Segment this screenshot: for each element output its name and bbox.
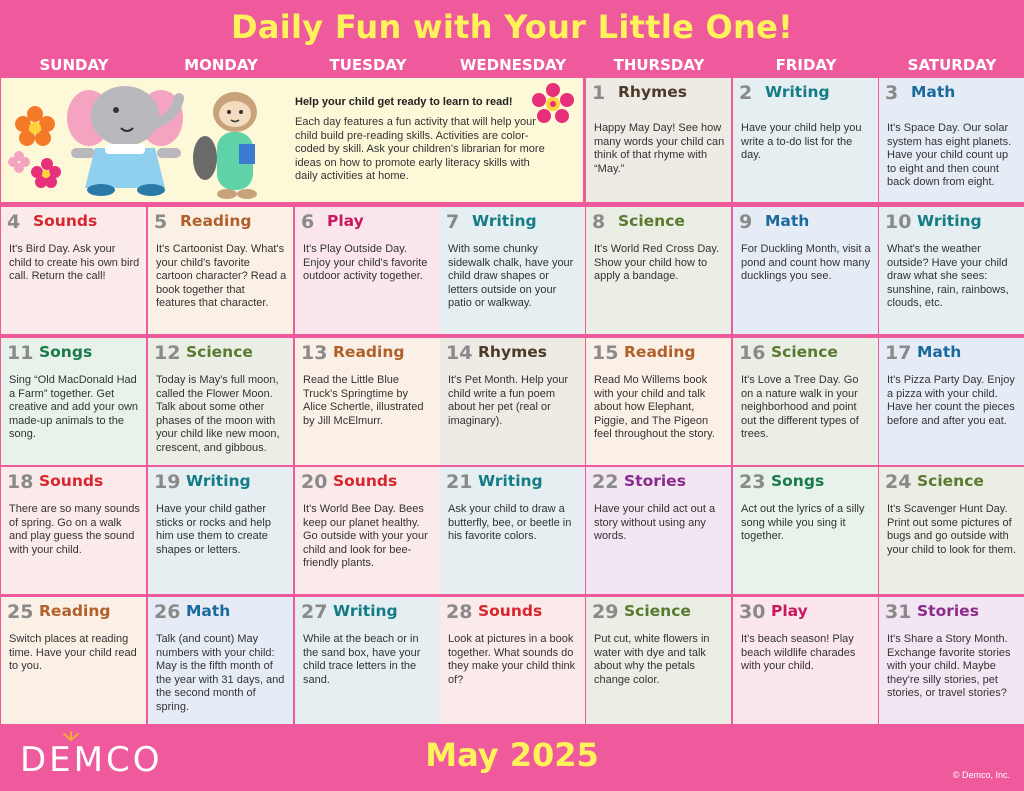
skill-label: Sounds <box>39 472 104 490</box>
day-number: 23 <box>739 471 766 493</box>
day-number: 6 <box>301 211 315 233</box>
day-number: 29 <box>592 601 619 623</box>
day-number: 3 <box>885 82 899 104</box>
activity-text: Happy May Day! See how many words your child can think of that rhyme with “May.” <box>594 122 725 175</box>
day-number: 1 <box>592 82 606 104</box>
day-number: 20 <box>301 471 328 493</box>
activity-text: It's Scavenger Hunt Day. Print out some pictures of bugs and go outside with your child to look for them. <box>887 503 1017 556</box>
activity-text: Ask your child to draw a butterfly, bee, or beetle in his favorite colors. <box>448 503 572 542</box>
skill-label: Stories <box>917 602 979 620</box>
day-cell-30 <box>733 597 878 724</box>
day-cell-20 <box>295 467 440 594</box>
day-cell-9 <box>733 207 878 334</box>
skill-label: Songs <box>771 472 825 490</box>
activity-text: It's Pet Month. Help your child write a fun poem about her pet (real or imaginary). <box>448 374 569 427</box>
elephant-illustration <box>61 78 191 198</box>
activity-text: It's Bird Day. Ask your child to create his own bird call. Return the call! <box>9 243 140 282</box>
day-number: 25 <box>7 601 34 623</box>
day-cell-3 <box>879 78 1024 202</box>
day-cell-22 <box>586 467 731 594</box>
skill-label: Reading <box>624 343 696 361</box>
skill-label: Sounds <box>33 212 98 230</box>
day-number: 2 <box>739 82 753 104</box>
day-cell-2 <box>733 78 878 202</box>
skill-label: Math <box>186 602 231 620</box>
activity-text: It's Play Outside Day. Enjoy your child's favorite outdoor activity together. <box>303 243 428 282</box>
skill-label: Play <box>327 212 364 230</box>
day-cell-8 <box>586 207 731 334</box>
activity-text: There are so many sounds of spring. Go on a walk and play guess the sound with your child. <box>9 503 140 556</box>
day-cell-6 <box>295 207 440 334</box>
skill-label: Sounds <box>333 472 398 490</box>
day-number: 12 <box>154 342 181 364</box>
weekday-saturday: SATURDAY <box>907 56 997 74</box>
activity-text: It's Cartoonist Day. What's your child's favorite cartoon character? Read a book together that features that character. <box>156 243 287 309</box>
activity-text: Put cut, white flowers in water with dye and talk about why the petals change color. <box>594 633 710 686</box>
skill-label: Writing <box>478 472 543 490</box>
skill-label: Science <box>917 472 984 490</box>
day-number: 5 <box>154 211 168 233</box>
skill-label: Writing <box>186 472 251 490</box>
day-number: 16 <box>739 342 766 364</box>
day-number: 13 <box>301 342 328 364</box>
skill-label: Writing <box>765 83 830 101</box>
day-number: 31 <box>885 601 912 623</box>
day-cell-14 <box>440 338 585 465</box>
day-cell-11 <box>1 338 146 465</box>
weekday-thursday: THURSDAY <box>613 56 705 74</box>
activity-text: Have your child help you write a to-do list for the day. <box>741 122 862 161</box>
skill-label: Rhymes <box>618 83 687 101</box>
day-number: 14 <box>446 342 473 364</box>
activity-text: Read the Little Blue Truck's Springtime by Alice Schertle, illustrated by Jill McElmurr. <box>303 374 424 427</box>
activity-text: Look at pictures in a book together. What sounds do they make your child think of? <box>448 633 576 686</box>
activity-text: Have your child act out a story without using any words. <box>594 503 716 542</box>
day-cell-15 <box>586 338 731 465</box>
skill-label: Science <box>618 212 685 230</box>
day-number: 17 <box>885 342 912 364</box>
day-cell-16 <box>733 338 878 465</box>
day-cell-10 <box>879 207 1024 334</box>
activity-text: While at the beach or in the sand box, have your child trace letters in the sand. <box>303 633 421 686</box>
day-number: 24 <box>885 471 912 493</box>
day-cell-26 <box>148 597 293 724</box>
sloth-illustration <box>187 78 277 202</box>
day-number: 19 <box>154 471 181 493</box>
copyright-text: © Demco, Inc. <box>952 770 1010 780</box>
skill-label: Science <box>771 343 838 361</box>
day-cell-12 <box>148 338 293 465</box>
day-number: 11 <box>7 342 34 364</box>
day-number: 7 <box>446 211 460 233</box>
day-number: 21 <box>446 471 473 493</box>
weekday-friday: FRIDAY <box>775 56 837 74</box>
day-number: 8 <box>592 211 606 233</box>
skill-label: Math <box>911 83 956 101</box>
day-cell-7 <box>440 207 585 334</box>
day-cell-21 <box>440 467 585 594</box>
day-number: 18 <box>7 471 34 493</box>
day-cell-5 <box>148 207 293 334</box>
day-cell-17 <box>879 338 1024 465</box>
skill-label: Writing <box>333 602 398 620</box>
day-cell-24 <box>879 467 1024 594</box>
skill-label: Reading <box>180 212 252 230</box>
day-number: 26 <box>154 601 181 623</box>
weekday-header-row <box>0 56 1024 76</box>
activity-text: It's World Bee Day. Bees keep our planet healthy. Go outside with your your child and look for bee-friendly plants. <box>303 503 428 569</box>
skill-label: Science <box>186 343 253 361</box>
day-cell-28 <box>440 597 585 724</box>
activity-text: For Duckling Month, visit a pond and count how many ducklings you see. <box>741 243 871 282</box>
activity-text: It's Space Day. Our solar system has eight planets. Have your child count up to eight and then count back down from eight. <box>887 122 1012 188</box>
activity-text: It's Share a Story Month. Exchange favorite stories with your child. Maybe they're silly stories, pet stories, or travel stories? <box>887 633 1011 699</box>
skill-label: Math <box>917 343 962 361</box>
day-number: 4 <box>7 211 21 233</box>
logo-wordmark: DEMCO <box>20 740 163 780</box>
day-cell-19 <box>148 467 293 594</box>
day-number: 9 <box>739 211 753 233</box>
skill-label: Math <box>765 212 810 230</box>
day-cell-23 <box>733 467 878 594</box>
intro-body-text: Each day features a fun activity that will help your child build pre-reading skills. Activities are color-coded by skill. Ask your children's librarian for more ideas on how to promote early literacy skills with daily activities at home. <box>295 116 545 182</box>
activity-text: With some chunky sidewalk chalk, have your child draw shapes or letters outside on your patio or walkway. <box>448 243 574 309</box>
activity-text: What's the weather outside? Have your child draw what she sees: sunshine, rain, rainbows, clouds, etc. <box>887 243 1009 309</box>
skill-label: Reading <box>39 602 111 620</box>
day-cell-31 <box>879 597 1024 724</box>
weekday-monday: MONDAY <box>184 56 258 74</box>
activity-text: It's Pizza Party Day. Enjoy a pizza with your child. Have her count the pieces before and after you eat. <box>887 374 1015 427</box>
activity-text: Sing “Old MacDonald Had a Farm” together. Get creative and add your own made-up animals to the song. <box>9 374 139 440</box>
day-cell-27 <box>295 597 440 724</box>
activity-text: Have your child gather sticks or rocks and help him use them to create shapes or letters. <box>156 503 271 556</box>
skill-label: Stories <box>624 472 686 490</box>
day-cell-29 <box>586 597 731 724</box>
day-cell-18 <box>1 467 146 594</box>
intro-heading: Help your child get ready to learn to read! <box>295 96 513 108</box>
skill-label: Writing <box>472 212 537 230</box>
skill-label: Science <box>624 602 691 620</box>
skill-label: Writing <box>917 212 982 230</box>
skill-label: Reading <box>333 343 405 361</box>
day-cell-4 <box>1 207 146 334</box>
activity-text: Today is May's full moon, called the Flower Moon. Talk about some other phases of the moon with your child like new moon, crescent, and gibbous. <box>156 374 280 454</box>
weekday-wednesday: WEDNESDAY <box>459 56 567 74</box>
weekday-tuesday: TUESDAY <box>329 56 407 74</box>
activity-text: It's beach season! Play beach wildlife charades with your child. <box>741 633 856 672</box>
day-number: 15 <box>592 342 619 364</box>
day-number: 10 <box>885 211 912 233</box>
day-number: 22 <box>592 471 619 493</box>
skill-label: Songs <box>39 343 93 361</box>
skill-label: Rhymes <box>478 343 547 361</box>
weekday-sunday: SUNDAY <box>39 56 109 74</box>
month-title: May 2025 <box>425 736 599 774</box>
activity-text: Read Mo Willems book with your child and talk about how Elephant, Piggie, and The Pigeon feel throughout the story. <box>594 374 715 440</box>
flowers-left-illustration <box>7 104 63 194</box>
day-cell-25 <box>1 597 146 724</box>
activity-text: Switch places at reading time. Have your child read to you. <box>9 633 137 672</box>
activity-text: Talk (and count) May numbers with your child: May is the fifth month of the year with 31 days, and the second month of spring. <box>156 633 285 713</box>
page-title: Daily Fun with Your Little One! <box>230 8 794 46</box>
skill-label: Sounds <box>478 602 543 620</box>
intro-panel <box>1 78 583 202</box>
activity-text: It's Love a Tree Day. Go on a nature walk in your neighborhood and point out the different types of trees. <box>741 374 859 440</box>
activity-text: Act out the lyrics of a silly song while you sing it together. <box>741 503 865 542</box>
activity-text: It's World Red Cross Day. Show your child how to apply a bandage. <box>594 243 720 282</box>
day-number: 28 <box>446 601 473 623</box>
day-cell-1 <box>586 78 731 202</box>
day-number: 27 <box>301 601 328 623</box>
day-cell-13 <box>295 338 440 465</box>
day-number: 30 <box>739 601 766 623</box>
skill-label: Play <box>771 602 808 620</box>
